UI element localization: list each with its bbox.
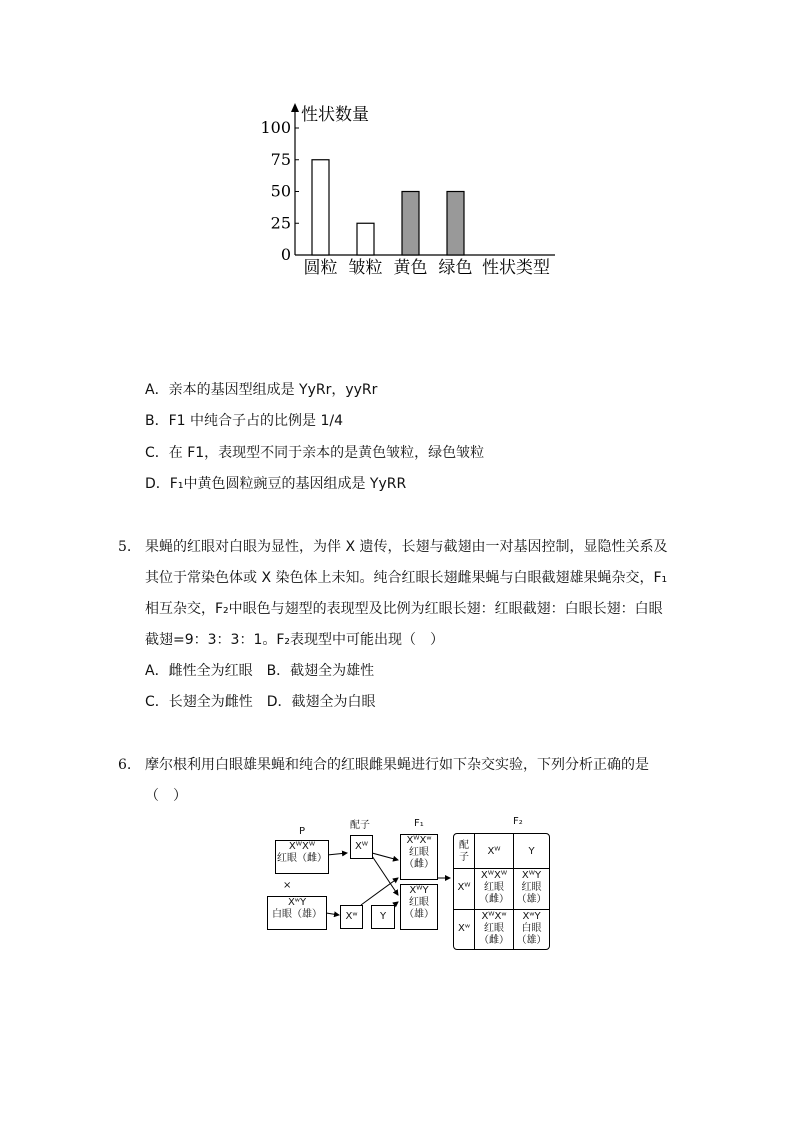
q6-line-1: 摩尔根利用白眼雄果蝇和纯合的红眼雌果蝇进行如下杂交实验，下列分析正确的是 bbox=[145, 757, 649, 773]
f1-label: F₁ bbox=[414, 818, 424, 829]
bar-2 bbox=[402, 192, 419, 256]
y-axis-arrow bbox=[291, 103, 299, 112]
table-cell-2-1: XᵂXʷ 红眼 （雌） bbox=[479, 911, 509, 946]
q5-number: 5. bbox=[118, 539, 132, 555]
q4-option-c: C．在 F1，表现型不同于亲本的是黄色皱粒，绿色皱粒 bbox=[145, 445, 485, 461]
y-ticks bbox=[260, 118, 299, 264]
table-col-header-2: Y bbox=[528, 846, 535, 857]
q6-number: 6. bbox=[118, 757, 132, 773]
parent-female-phenotype: 红眼（雌） bbox=[277, 853, 327, 864]
bars bbox=[312, 160, 464, 255]
cross-symbol: × bbox=[283, 880, 292, 891]
f1-female-box bbox=[400, 834, 438, 880]
f1-male-genotype: XᵂY bbox=[409, 885, 429, 896]
q4-option-a: A．亲本的基因型组成是 YyRr，yyRr bbox=[145, 382, 378, 398]
x-tick-label: 绿色 bbox=[438, 258, 473, 278]
gamete-male-y-box: Y bbox=[371, 905, 395, 929]
x-tick-label: 圆粒 bbox=[303, 258, 338, 278]
x-tick-label: 黄色 bbox=[393, 258, 428, 278]
f1-male-phenotype: 红眼 bbox=[409, 897, 429, 908]
parent-male-phenotype: 白眼（雄） bbox=[272, 909, 322, 920]
parent-female-box bbox=[275, 840, 329, 874]
q5-line-2: 其位于常染色体或 X 染色体上未知。纯合红眼长翅雌果蝇与白眼截翅雄果蝇杂交，F₁ bbox=[145, 570, 668, 586]
f1-female-phenotype: 红眼 bbox=[409, 847, 429, 858]
bar-1 bbox=[357, 223, 374, 255]
f1-male-sex: （雄） bbox=[404, 909, 434, 920]
q4-option-d: D．F₁中黄色圆粒豌豆的基因组成是 YyRR bbox=[145, 476, 407, 492]
y-axis-label: 性状数量 bbox=[301, 105, 369, 125]
q5-options-cd: C．长翅全为雌性 D．截翅全为白眼 bbox=[145, 694, 376, 710]
x-axis-label: 性状类型 bbox=[482, 258, 550, 278]
y-tick-label: 75 bbox=[270, 149, 291, 169]
x-tick-label: 皱粒 bbox=[348, 258, 383, 278]
y-tick-label: 100 bbox=[260, 118, 291, 137]
f1-female-genotype: XᵂXʷ bbox=[406, 835, 432, 846]
q5-line-1: 果蝇的红眼对白眼为显性，为伴 X 遗传，长翅与截翅由一对基因控制，显隐性关系及 bbox=[145, 539, 668, 555]
bar-chart bbox=[255, 98, 565, 283]
q6-line-2: （ ） bbox=[145, 788, 187, 804]
table-cell-1-2: XᵂY 红眼 （雄） bbox=[516, 870, 547, 905]
p-label: P bbox=[299, 826, 306, 837]
bar-3 bbox=[447, 192, 464, 256]
q5-line-3: 相互杂交，F₂中眼色与翅型的表现型及比例为红眼长翅：红眼截翅：白眼长翅：白眼 bbox=[145, 601, 663, 617]
gamete-female-box: Xᵂ bbox=[350, 835, 373, 859]
x-tick-labels bbox=[304, 258, 473, 278]
q4-option-b: B．F1 中纯合子占的比例是 1/4 bbox=[145, 413, 343, 429]
table-cell-1-1: XᵂXᵂ 红眼 （雌） bbox=[479, 870, 509, 905]
bar-0 bbox=[312, 160, 329, 255]
table-row-header-1: Xᵂ bbox=[457, 882, 471, 893]
f1-male-box bbox=[400, 884, 438, 930]
q5-options-ab: A．雌性全为红眼 B．截翅全为雄性 bbox=[145, 663, 375, 679]
parent-male-box bbox=[267, 896, 327, 930]
parent-female-genotype: XᵂXᵂ bbox=[288, 841, 316, 852]
gamete-label: 配子 bbox=[350, 820, 370, 831]
y-tick-label: 0 bbox=[280, 245, 291, 264]
table-col-header-1: Xᵂ bbox=[487, 846, 501, 857]
f2-label: F₂ bbox=[513, 816, 523, 827]
q5-line-4: 截翅=9：3：3：1。F₂表现型中可能出现（ ） bbox=[145, 632, 445, 648]
parent-male-genotype: XʷY bbox=[287, 897, 307, 908]
table-cell-2-2: XʷY 白眼 （雄） bbox=[516, 911, 547, 946]
f2-punnett-table bbox=[453, 833, 550, 950]
f1-female-sex: （雌） bbox=[404, 859, 434, 870]
y-tick-label: 50 bbox=[270, 181, 291, 201]
gamete-male-x-box: Xʷ bbox=[340, 905, 363, 929]
table-corner-label: 配 子 bbox=[459, 840, 469, 863]
table-row-header-2: Xʷ bbox=[457, 923, 470, 934]
y-tick-label: 25 bbox=[270, 213, 291, 233]
